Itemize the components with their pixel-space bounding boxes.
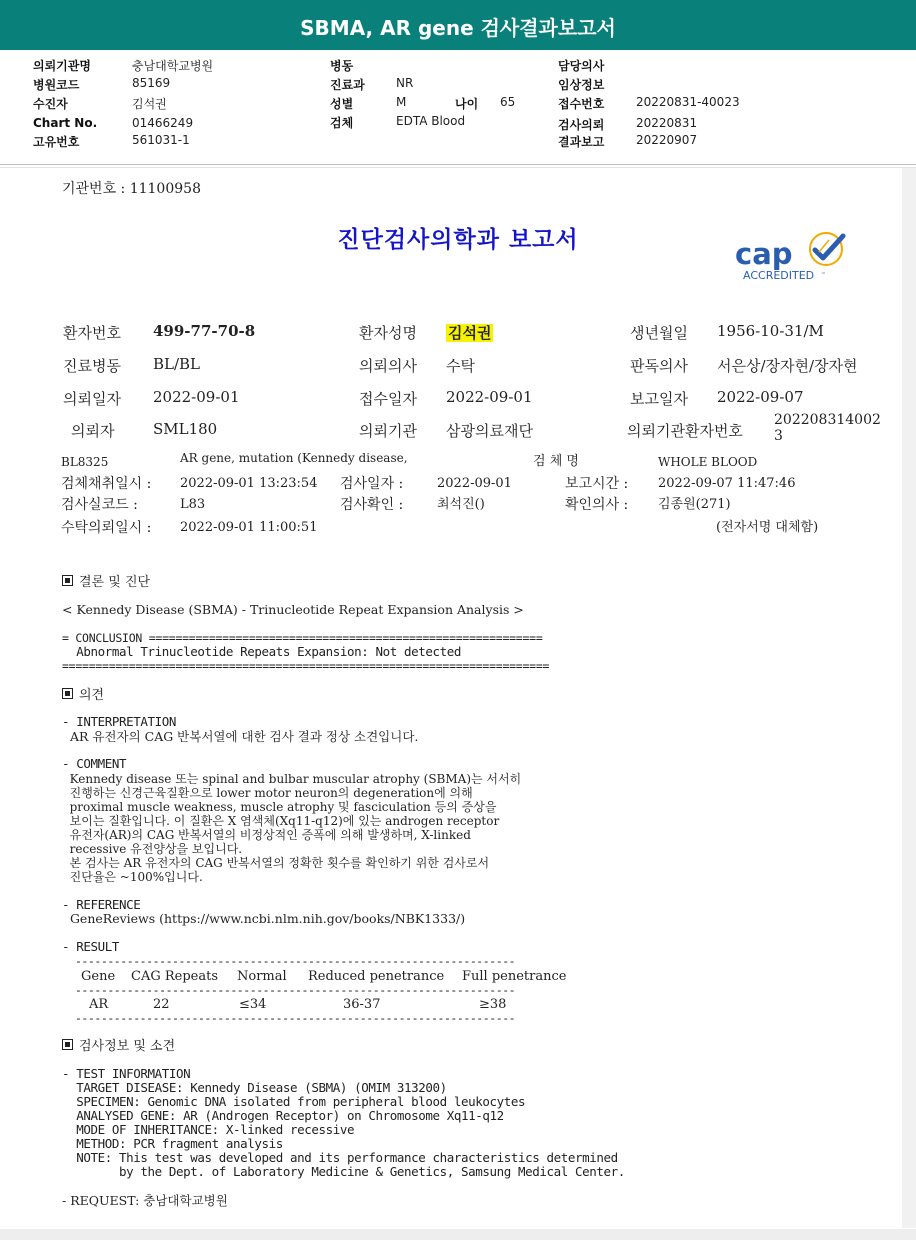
- header-key: Chart No.: [33, 116, 98, 130]
- square-bullet-icon: [62, 688, 73, 699]
- header-key: 검사의뢰: [558, 118, 605, 132]
- analysis-title: < Kennedy Disease (SBMA) - Trinucleotide Repeat Expansion Analysis >: [62, 602, 524, 617]
- square-bullet-icon: [62, 1039, 73, 1050]
- test-value: 2022-09-01: [437, 476, 512, 491]
- patient-value: 2022-09-07: [717, 388, 804, 406]
- header-key: 나이: [455, 97, 479, 111]
- e-signature-note: (전자서명 대체함): [716, 520, 819, 535]
- header-divider: [0, 164, 916, 165]
- test-value: 김종원(271): [658, 497, 731, 512]
- result-header: Normal: [237, 969, 287, 984]
- info-line: TARGET DISEASE: Kennedy Disease (SBMA) (OMIM 313200): [62, 1080, 447, 1095]
- header-value: 20220831-40023: [636, 95, 740, 109]
- result-rule: --------------------------------------------------------------------: [62, 983, 516, 997]
- comment-line: 진행하는 신경근육질환으로 lower motor neuron의 degeneration에 의해: [62, 786, 473, 800]
- patient-key: 의뢰일자: [63, 390, 121, 408]
- cap-logo-sub: ACCREDITED: [743, 269, 815, 282]
- patient-value-line: 202208314002: [774, 412, 881, 428]
- result-header: Gene: [81, 969, 116, 984]
- info-line: NOTE: This test was developed and its performance characteristics determined: [62, 1150, 618, 1165]
- header-key: 접수번호: [558, 97, 605, 111]
- patient-key: 의뢰기관환자번호: [627, 422, 743, 440]
- comment-line: 유전자(AR)의 CAG 반복서열의 비정상적인 증폭에 의해 발생하며, X-linked: [62, 828, 471, 842]
- cap-logo-text: cap: [735, 237, 793, 271]
- header-value: 65: [500, 95, 516, 109]
- conclusion-text: Abnormal Trinucleotide Repeats Expansion: Not detected: [62, 644, 462, 659]
- patient-value: [774, 412, 881, 444]
- section-heading-text: 의견: [79, 688, 105, 703]
- comment-line: proximal muscle weakness, muscle atrophy 및 fasciculation 등의 증상을: [62, 800, 497, 814]
- page-bottom-margin: [0, 1229, 916, 1240]
- reference-label: - REFERENCE: [62, 897, 141, 912]
- patient-key: 의뢰의사: [359, 357, 417, 375]
- test-key: 검체채취일시 :: [61, 476, 152, 492]
- header-key: 병동: [330, 59, 354, 73]
- test-value: 2022-09-01 13:23:54: [180, 476, 318, 491]
- header-value: 561031-1: [132, 133, 190, 147]
- patient-value: 499-77-70-8: [153, 322, 256, 340]
- header-key: 수진자: [33, 97, 68, 111]
- test-key: 검사확인 :: [340, 497, 404, 513]
- header-value: 85169: [132, 76, 171, 90]
- header-key: 담당의사: [558, 59, 605, 73]
- comment-line: 보이는 질환입니다. 이 질환은 X 염색체(Xq11-q12)에 있는 androgen receptor: [62, 814, 500, 828]
- info-line: - TEST INFORMATION: [62, 1066, 191, 1081]
- report-title: 진단검사의학과 보고서: [337, 227, 579, 253]
- section-heading: [62, 1039, 175, 1054]
- test-value: 최석진(): [437, 497, 485, 512]
- info-line: ANALYSED GENE: AR (Androgen Receptor) on Chromosome Xq11-q12: [62, 1108, 504, 1123]
- specimen-value: WHOLE BLOOD: [658, 455, 758, 469]
- test-name: AR gene, mutation (Kennedy disease,: [180, 451, 408, 465]
- specimen-label: 검 체 명: [533, 454, 579, 469]
- header-value: EDTA Blood: [396, 114, 466, 128]
- header-key: 검체: [330, 116, 354, 130]
- patient-value: SML180: [153, 420, 218, 438]
- info-line: METHOD: PCR fragment analysis: [62, 1136, 283, 1151]
- patient-value: 삼광의료재단: [446, 422, 533, 440]
- info-line: MODE OF INHERITANCE: X-linked recessive: [62, 1122, 355, 1137]
- patient-key: 환자성명: [359, 324, 417, 342]
- patient-key: 의뢰기관: [359, 422, 417, 440]
- header-key: 고유번호: [33, 135, 80, 149]
- result-cell: 36-37: [343, 997, 381, 1012]
- institution-number: 기관번호 : 11100958: [62, 181, 201, 197]
- cap-accredited-logo: [735, 230, 850, 285]
- section-heading: [62, 575, 150, 590]
- patient-key: 생년월일: [630, 324, 688, 342]
- patient-name-highlight: 김석권: [448, 324, 492, 342]
- section-heading-text: 결론 및 진단: [79, 575, 151, 590]
- reference-text: GeneReviews (https://www.ncbi.nlm.nih.gov/books/NBK1333/): [62, 911, 466, 926]
- test-key: 수탁의뢰일시 :: [61, 520, 152, 536]
- test-key: 검사실코드 :: [61, 497, 138, 513]
- patient-value: 2022-09-01: [153, 388, 240, 406]
- patient-key: 의뢰자: [71, 422, 115, 440]
- result-label: - RESULT: [62, 939, 120, 954]
- header-key: 의뢰기관명: [33, 59, 91, 73]
- result-header: Reduced penetrance: [308, 969, 445, 984]
- test-value: L83: [180, 497, 206, 512]
- header-key: 결과보고: [558, 135, 605, 149]
- test-code: BL8325: [61, 455, 109, 469]
- test-key: 보고시간 :: [565, 476, 629, 492]
- header-key: 진료과: [330, 78, 365, 92]
- info-line: by the Dept. of Laboratory Medicine & Genetics, Samsung Medical Center.: [62, 1164, 625, 1179]
- report-window-title: SBMA, AR gene 검사결과보고서: [300, 16, 616, 40]
- header-value: 충남대학교병원: [132, 59, 214, 73]
- comment-label: - COMMENT: [62, 756, 127, 771]
- patient-value: 서은상/장자현/장자현: [717, 357, 858, 375]
- result-cell: AR: [89, 997, 109, 1012]
- patient-value: 2022-09-01: [446, 388, 533, 406]
- header-value: 20220831: [636, 116, 698, 130]
- result-cell: 22: [153, 997, 170, 1012]
- interpretation-label: - INTERPRETATION: [62, 714, 177, 729]
- square-bullet-icon: [62, 575, 73, 586]
- patient-value: 수탁: [446, 357, 475, 375]
- result-header: Full penetrance: [462, 969, 567, 984]
- header-key: 임상정보: [558, 78, 605, 92]
- header-value: 01466249: [132, 116, 194, 130]
- header-value: 20220907: [636, 133, 698, 147]
- test-value: 2022-09-01 11:00:51: [180, 520, 318, 535]
- patient-key: 진료병동: [63, 357, 121, 375]
- title-bar: [0, 0, 916, 50]
- conclusion-rule: = CONCLUSION ===========================================================: [62, 631, 543, 645]
- result-cell: ≤34: [239, 997, 267, 1012]
- patient-value: 1956-10-31/M: [717, 322, 824, 340]
- interpretation-text: AR 유전자의 CAG 반복서열에 대한 검사 결과 정상 소견입니다.: [62, 729, 419, 744]
- header-value: 김석권: [132, 97, 167, 111]
- header-key: 성별: [330, 97, 354, 111]
- patient-key: 보고일자: [630, 390, 688, 408]
- header-value: M: [396, 95, 407, 109]
- comment-line: recessive 유전양상을 보입니다.: [62, 842, 243, 856]
- test-value: 2022-09-07 11:47:46: [658, 476, 796, 491]
- result-rule: --------------------------------------------------------------------: [62, 1011, 516, 1025]
- section-heading-text: 검사정보 및 소견: [79, 1039, 176, 1054]
- patient-value: BL/BL: [153, 355, 201, 373]
- comment-line: 진단율은 ~100%입니다.: [62, 870, 203, 884]
- patient-value: [446, 322, 493, 343]
- comment-line: 본 검사는 AR 유전자의 CAG 반복서열의 정확한 횟수를 확인하기 위한 검사로서: [62, 856, 490, 870]
- cap-logo-tm: ™: [821, 272, 826, 278]
- result-rule: --------------------------------------------------------------------: [62, 954, 516, 968]
- conclusion-rule: =========================================================================: [62, 659, 550, 673]
- patient-value-line: 3: [774, 428, 783, 444]
- patient-key: 판독의사: [630, 357, 688, 375]
- header-value: NR: [396, 76, 414, 90]
- test-key: 검사일자 :: [340, 476, 404, 492]
- page-margin: [902, 168, 916, 1228]
- header-key: 병원코드: [33, 78, 80, 92]
- test-key: 확인의사 :: [565, 497, 629, 513]
- header-divider: [0, 167, 916, 168]
- patient-key: 환자번호: [63, 324, 121, 342]
- section-heading: [62, 688, 104, 703]
- comment-line: Kennedy disease 또는 spinal and bulbar muscular atrophy (SBMA)는 서서히: [62, 772, 522, 786]
- patient-key: 접수일자: [359, 390, 417, 408]
- result-header: CAG Repeats: [131, 969, 218, 984]
- request-line: - REQUEST: 충남대학교병원: [62, 1193, 228, 1208]
- result-cell: ≥38: [479, 997, 507, 1012]
- info-line: SPECIMEN: Genomic DNA isolated from peripheral blood leukocytes: [62, 1094, 526, 1109]
